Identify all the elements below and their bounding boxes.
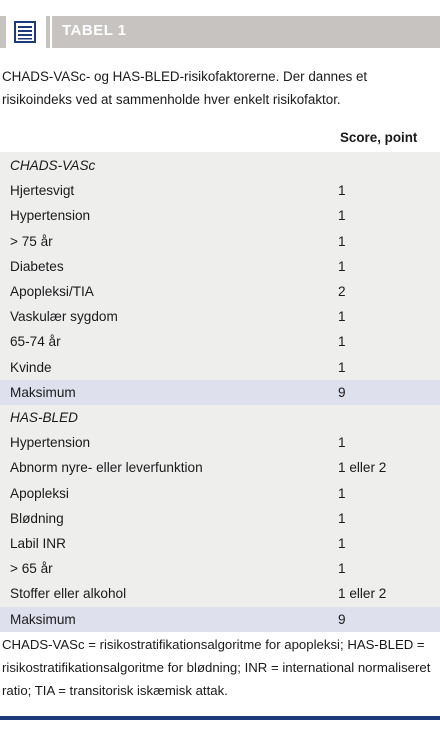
row-label: Hypertension <box>10 208 91 224</box>
table-footnote: CHADS-VASc = risikostratifikationsalgoritme for apopleksi; HAS-BLED = risikostratifikationsalgoritme for blødning; INR = international normaliseret ratio; TIA = transitorisk iskæmisk attak. <box>2 637 431 698</box>
table-row <box>0 279 440 304</box>
row-score: 9 <box>338 384 346 400</box>
table-caption: CHADS-VASc- og HAS-BLED-risikofaktorerne. Der dannes et risikoindeks ved at sammenholde hver enkelt risikofaktor. <box>2 69 368 107</box>
row-label: > 75 år <box>10 233 53 249</box>
row-score: 1 eller 2 <box>338 586 387 602</box>
row-label: CHADS-VASc <box>10 158 96 173</box>
row-score: 1 <box>338 435 346 451</box>
score-column-header: Score, point <box>340 130 418 145</box>
row-score: 1 <box>338 561 346 577</box>
row-label: Hypertension <box>10 435 91 451</box>
table-row <box>0 254 440 279</box>
table-row <box>0 203 440 228</box>
max-row <box>0 380 440 405</box>
table-header-bar <box>0 16 440 48</box>
row-label: Stoffer eller alkohol <box>10 586 127 602</box>
row-score: 1 eller 2 <box>338 460 387 476</box>
row-score: 1 <box>338 233 346 249</box>
row-label: Apopleksi/TIA <box>10 284 94 299</box>
row-score: 1 <box>338 485 346 501</box>
row-score: 1 <box>338 208 346 224</box>
table-icon <box>14 21 36 43</box>
row-score: 1 <box>338 334 346 350</box>
row-label: Abnorm nyre- eller leverfunktion <box>10 460 203 476</box>
row-score: 2 <box>338 284 346 299</box>
row-label: Diabetes <box>10 258 64 274</box>
row-label: Labil INR <box>10 536 66 551</box>
row-label: Vaskulær sygdom <box>10 309 118 325</box>
row-score: 1 <box>338 359 346 375</box>
row-label: Kvinde <box>10 359 52 375</box>
table-title: TABEL 1 <box>62 22 127 39</box>
table-row <box>0 455 440 480</box>
row-score: 9 <box>338 611 346 627</box>
table-row <box>0 329 440 354</box>
row-label: Hjertesvigt <box>10 183 75 199</box>
row-score: 1 <box>338 536 346 551</box>
table-row <box>0 178 440 203</box>
table-row <box>0 556 440 581</box>
table-row <box>0 229 440 254</box>
table-row <box>0 481 440 506</box>
risk-factor-table <box>0 152 440 632</box>
max-row <box>0 607 440 632</box>
row-label: Maksimum <box>10 384 76 400</box>
table-row <box>0 531 440 556</box>
row-label: Apopleksi <box>10 485 69 501</box>
table-row <box>0 355 440 380</box>
row-label: Maksimum <box>10 611 76 627</box>
section-row <box>0 153 440 178</box>
row-label: Blødning <box>10 510 64 526</box>
section-row <box>0 405 440 430</box>
table-row <box>0 304 440 329</box>
row-label: HAS-BLED <box>10 410 78 425</box>
table-row <box>0 430 440 455</box>
row-score: 1 <box>338 309 346 325</box>
header-separator <box>50 16 52 48</box>
table-icon-box <box>6 16 46 48</box>
row-score: 1 <box>338 258 346 274</box>
table-row <box>0 581 440 606</box>
table-row <box>0 506 440 531</box>
row-label: 65-74 år <box>10 334 61 350</box>
row-score: 1 <box>338 510 346 526</box>
row-score: 1 <box>338 183 346 199</box>
row-label: > 65 år <box>10 561 53 577</box>
bottom-rule <box>0 716 440 720</box>
